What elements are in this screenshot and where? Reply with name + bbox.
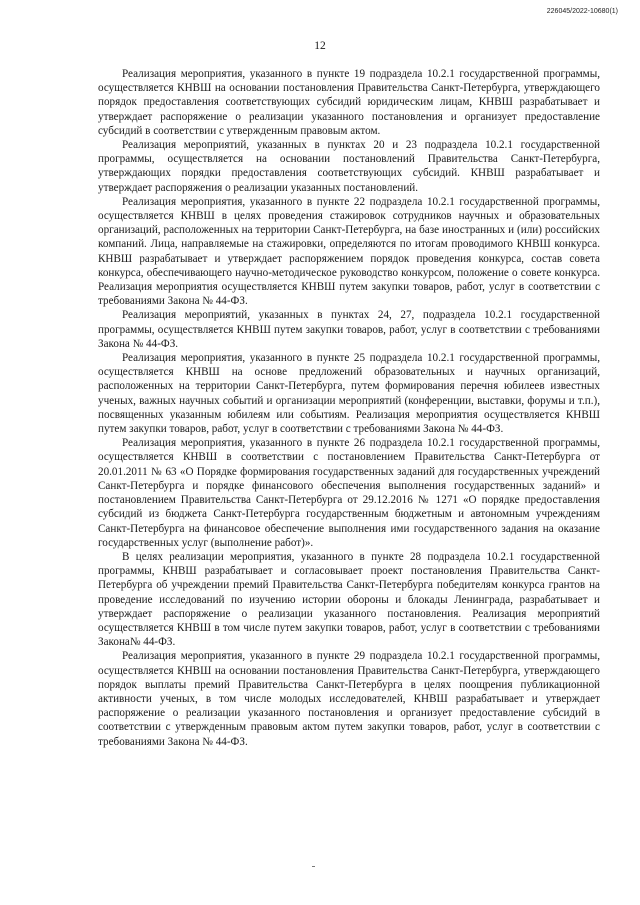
paragraph: Реализация мероприятий, указанных в пунктах 20 и 23 подраздела 10.2.1 государственной программы, осуществляется на основании постановлений Правительства Санкт-Петербурга, утверждающих порядки предоставления соответствующих субсидий. КНВШ разрабатывает и утверждает распоряжения о реализации указанных постановлений. bbox=[98, 139, 600, 194]
document-registration-number: 226045/2022-10680(1) bbox=[546, 8, 618, 15]
document-body bbox=[98, 67, 600, 749]
paragraph: Реализация мероприятия, указанного в пункте 29 подраздела 10.2.1 государственной программы, осуществляется КНВШ на основании постановления Правительства Санкт-Петербурга, утверждающего порядок выплаты премий Правительства Санкт-Петербурга в целях поощрения публикационной активности ученых, в том числе молодых исследователей, КНВШ разрабатывает и утверждает распоряжение о реализации указанного постановления и организует предоставление субсидий в соответствии с утвержденным правовым актом путем закупки товаров, работ, услуг в соответствии с требованиями Закона № 44-ФЗ. bbox=[98, 650, 600, 748]
paragraph: Реализация мероприятия, указанного в пункте 25 подраздела 10.2.1 государственной программы, осуществляется КНВШ на основе предложений образовательных и научных организаций, расположенных на территории Санкт-Петербурга, путем формирования перечня юбилеев известных ученых, важных научных событий и организации мероприятий (конференции, выставки, форумы и т.п.), посвященных указанным юбилеям или событиям. Реализация мероприятия осуществляется КНВШ путем закупки товаров, работ, услуг в соответствии с требованиями Закона № 44-ФЗ. bbox=[98, 352, 600, 436]
paragraph: Реализация мероприятия, указанного в пункте 26 подраздела 10.2.1 государственной программы, осуществляется КНВШ в соответствии с постановлением Правительства Санкт-Петербурга от 20.01.2011 № 63 «О Порядке формирования государственных заданий для государственных учреждений Санкт-Петербурга и порядке финансового обеспечения выполнения государственных заданий» и постановлением Правительства Санкт-Петербурга от 29.12.2016 № 1271 «О порядке предоставления субсидий из бюджета Санкт-Петербурга государственным бюджетным и автономным учреждениям Санкт-Петербурга на финансовое обеспечение выполнения ими государственного задания на оказание государственных услуг (выполнение работ)». bbox=[98, 437, 600, 549]
paragraph: Реализация мероприятия, указанного в пункте 22 подраздела 10.2.1 государственной программы, осуществляется КНВШ в целях проведения стажировок сотрудников научных и образовательных организаций, расположенных на территории Санкт-Петербурга, на базе иностранных и (или) российских компаний. Лица, направляемые на стажировки, определяются по итогам проводимого КНВШ конкурса. КНВШ разрабатывает и утверждает распоряжением порядок проведения конкурса, состав совета конкурса, обеспечивающего научно-методическое руководство конкурсом, положение о совете конкурса. Реализация мероприятия осуществляется КНВШ путем закупки товаров, работ, услуг в соответствии с требованиями Закона № 44-ФЗ. bbox=[98, 195, 600, 308]
page-number: 12 bbox=[314, 40, 326, 52]
scan-speck bbox=[312, 866, 315, 867]
paragraph: Реализация мероприятий, указанных в пунктах 24, 27, подраздела 10.2.1 государственной программы, осуществляется КНВШ путем закупки товаров, работ, услуг в соответствии с требованиями Закона № 44-ФЗ. bbox=[98, 309, 600, 350]
paragraph: В целях реализации мероприятия, указанного в пункте 28 подраздела 10.2.1 государственной программы, КНВШ разрабатывает и согласовывает проект постановления Правительства Санкт-Петербурга об учреждении премий Правительства Санкт-Петербурга победителям конкурса грантов на проведение исследований по изучению истории обороны и блокады Ленинграда, разрабатывает и утверждает распоряжение о реализации указанного постановления. Реализация мероприятий осуществляется КНВШ в том числе путем закупки товаров, работ, услуг в соответствии с требованиями Закона№ 44-ФЗ. bbox=[98, 550, 600, 649]
paragraph: Реализация мероприятия, указанного в пункте 19 подраздела 10.2.1 государственной программы, осуществляется КНВШ на основании постановления Правительства Санкт-Петербурга, утверждающего порядок предоставления соответствующих субсидий юридическим лицам, КНВШ разрабатывает и утверждает распоряжение о реализации указанного постановления и организует предоставление субсидий в соответствии с утвержденным правовым актом. bbox=[98, 68, 600, 137]
